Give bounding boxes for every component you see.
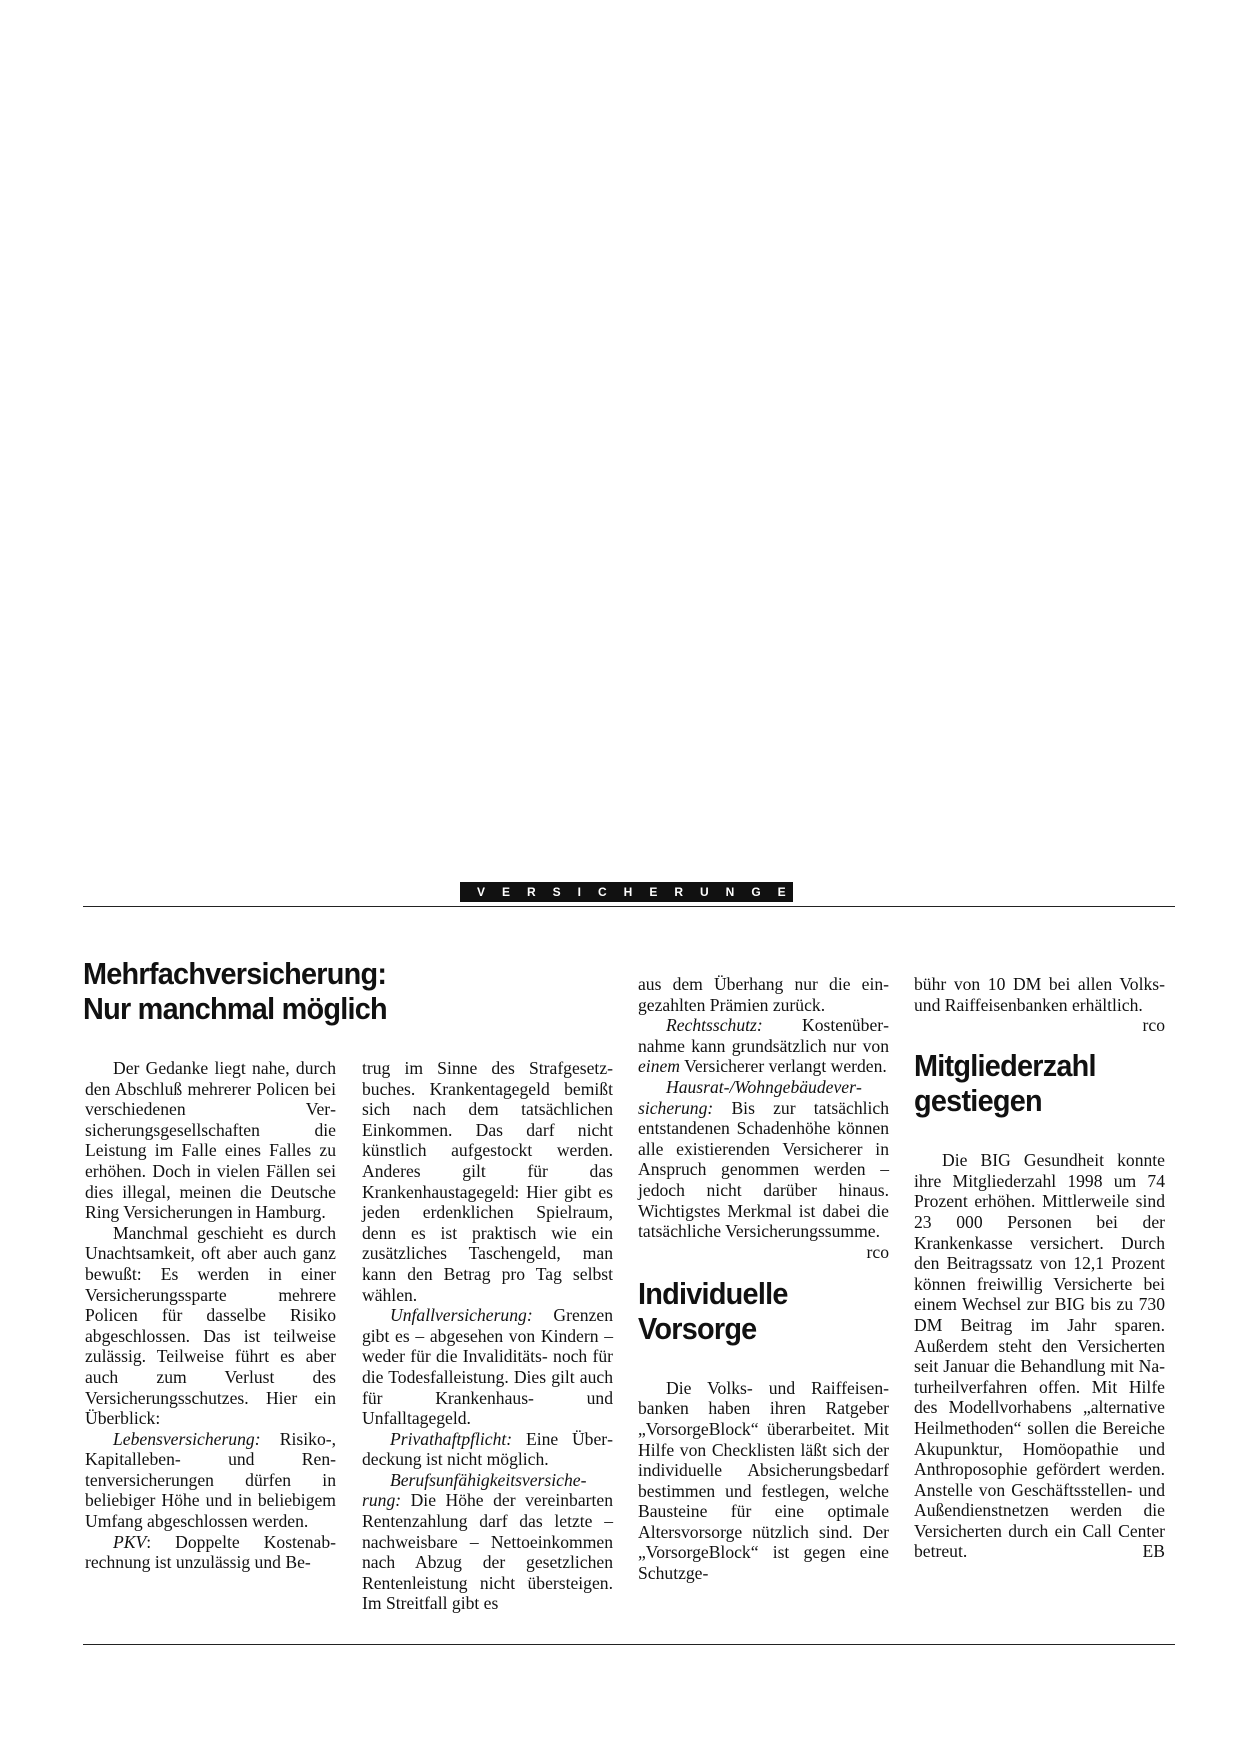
paragraph: Die Volks- und Raiffeisenbanken haben ihren Ratgeber „VorsorgeBlock“ überarbeitet. Mit Hilfe von Checklisten läßt sich der individuelle Absicherungsbedarf bestimmen und festlegen, welche Bausteine für eine optimale Altersvorsorge nützlich sind. Der „VorsorgeBlock“ ist gegen eine Schutzge- (638, 1377, 889, 1584)
article3-headline (914, 1048, 1165, 1118)
paragraph: Berufsunfähigkeitsversicherung: Die Höhe der vereinbarten Rentenzahlung darf das letzte – nachweisbare – Nettoeinkommen nach Abzug der gesetzlichen Rentenleistung nicht übersteigen. Im Streitfall gibt es (362, 1469, 613, 1614)
article2-headline-line1: Individuelle (638, 1275, 788, 1311)
paragraph: trug im Sinne des Strafgesetzbuches. Krankentagegeld bemißt sich nach dem tatsächlichen Einkommen. Das darf nicht künstlich aufgestockt werden. Anderes gilt für das Krankenhaustagegeld: Hier gibt es jeden erdenklichen Spielraum, denn es ist praktisch wie ein zusätzliches Taschengeld, man kann den Betrag pro Tag selbst wählen. (362, 1058, 613, 1305)
article2-headline-line2: Vorsorge (638, 1310, 757, 1346)
term: Hausrat-/Wohngebäudeversicherung: (638, 1076, 862, 1118)
column-4 (914, 974, 1165, 1562)
term: Berufsunfähigkeitsversicherung: (362, 1469, 587, 1511)
paragraph: Der Gedanke liegt nahe, durch den Abschluß mehrerer Policen bei verschiedenen Versicherungsgesellschaften die Leistung im Falle eines Falles zu erhöhen. Doch in vielen Fällen sei dies illegal, meinen die Deutsche Ring Versicherungen in Hamburg. (85, 1058, 336, 1223)
term: Rechtsschutz: (666, 1015, 763, 1036)
column-1 (85, 1058, 336, 1573)
bottom-rule (83, 1644, 1175, 1645)
term: Unfallversicherung: (390, 1305, 533, 1326)
article2-headline (638, 1276, 889, 1346)
term: Privathaftpflicht: (390, 1428, 513, 1449)
article1-headline-line1: Mehrfachversicherung: (83, 956, 387, 991)
paragraph: Unfallversicherung: Grenzen gibt es – abgesehen von Kindern – weder für die Invaliditäts- noch für die Todesfalleistung. Dies gilt auch für Krankenhaus- und Unfalltagegeld. (362, 1305, 613, 1429)
column-2 (362, 1058, 613, 1614)
article3-headline-line2: gestiegen (914, 1083, 1042, 1119)
term: Lebensversicherung: (113, 1428, 261, 1449)
author-signature: rco (1142, 1015, 1165, 1036)
article1-headline (83, 956, 603, 1026)
author-signature: rco (866, 1241, 889, 1262)
section-rule (83, 885, 1175, 907)
paragraph: Die BIG Gesundheit konnte ihre Mitgliederzahl 1998 um 74 Prozent erhöhen. Mittlerweile sind 23 000 Personen bei der Krankenkasse versichert. Durch den Beitragssatz von 12,1 Prozent können freiwillig Versicherte bei einem Wechsel zur BIG bis zu 730 DM Beitrag im Jahr sparen. Außerdem steht den Versicherten seit Januar die Behandlung mit Naturheilverfahren offen. Mit Hilfe des Modellvorhabens „alternative Heilmethoden“ sollen die Bereiche Akupunktur, Homöopathie und Anthroposophie gefördert werden. Anstelle von Geschäftsstellen- und Außendienstnetzen werden die Versicherten durch ein Call Center betreut. EB (914, 1150, 1165, 1562)
paragraph: Hausrat-/Wohngebäudeversicherung: Bis zur tatsächlich entstandenen Schadenhöhe können alle existierenden Versicherer in Anspruch genommen werden – jedoch nicht darüber hinaus. Wichtigstes Merkmal ist dabei die tatsächliche Versicherungssumme. rco (638, 1076, 889, 1262)
paragraph: Manchmal geschieht es durch Unachtsamkeit, oft aber auch ganz bewußt: Es werden in einer Versicherungssparte mehrere Policen für dasselbe Risiko abgeschlossen. Das ist teilweise zulässig. Teilweise führt es aber auch zum Verlust des Versicherungsschutzes. Hier ein Überblick: (85, 1222, 336, 1429)
paragraph: PKV: Doppelte Kostenabrechnung ist unzulässig und Be- (85, 1531, 336, 1573)
author-signature: EB (1142, 1541, 1165, 1562)
column-3 (638, 974, 889, 1584)
article1-headline-line2: Nur manchmal möglich (83, 991, 387, 1026)
term: PKV (113, 1531, 147, 1552)
paragraph: bühr von 10 DM bei allen Volks- und Raiffeisenbanken erhältlich. rco (914, 974, 1165, 1036)
paragraph: Privathaftpflicht: Eine Überdeckung ist nicht möglich. (362, 1428, 613, 1470)
paragraph: aus dem Überhang nur die eingezahlten Prämien zurück. (638, 974, 889, 1015)
section-label: VERSICHERUNGEN (460, 882, 793, 902)
paragraph: Lebensversicherung: Risiko-, Kapitalleben- und Rentenversicherungen dürfen in beliebiger Höhe und in beliebigem Umfang abgeschlossen werden. (85, 1428, 336, 1532)
paragraph: Rechtsschutz: Kostenübernahme kann grundsätzlich nur von einem Versicherer verlangt werden. (638, 1015, 889, 1077)
article3-headline-line1: Mitgliederzahl (914, 1048, 1096, 1084)
